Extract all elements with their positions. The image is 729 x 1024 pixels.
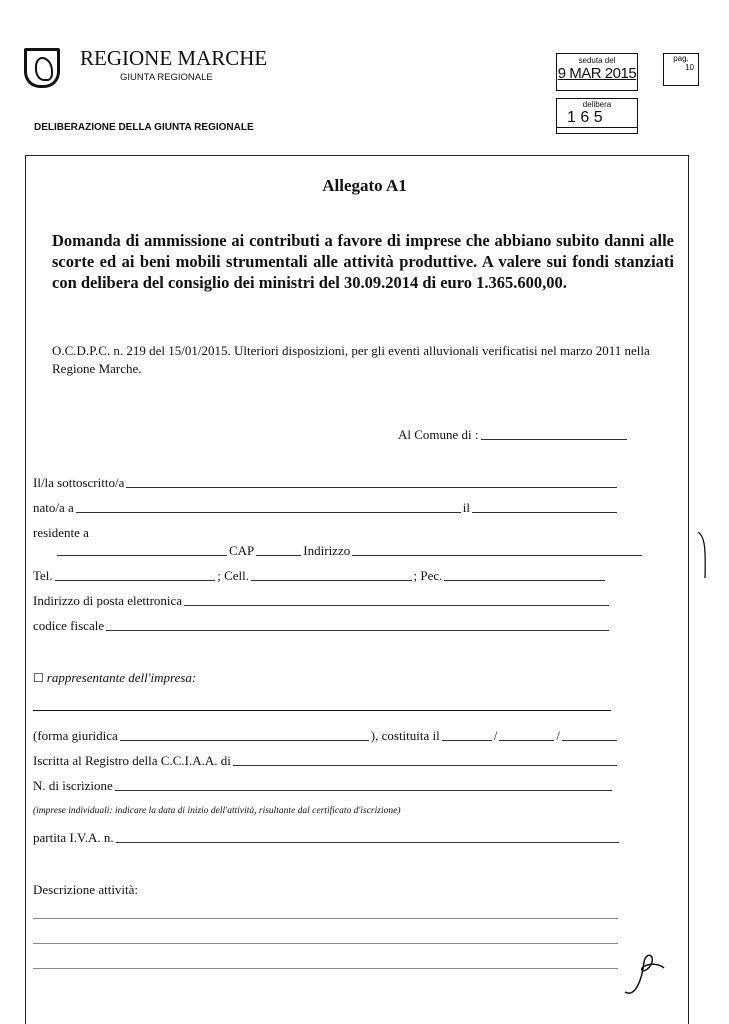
cap-label: CAP — [229, 543, 255, 558]
seduta-label: seduta del — [578, 56, 616, 65]
heading: Domanda di ammissione ai contributi a favore di imprese che abbiano subito danni alle scorte ed ai beni mobili strumentali alle attività produttive. A valere sui fondi stanziati con delibera del consiglio dei ministri del 30.09.2014 di euro 1.365.600,00. — [52, 231, 674, 292]
doc-type: DELIBERAZIONE DELLA GIUNTA REGIONALE — [34, 122, 254, 133]
codice-fiscale-field[interactable] — [33, 616, 611, 634]
forma-giuridica-field[interactable] — [33, 726, 619, 744]
descrizione-line-1[interactable] — [33, 918, 618, 919]
pec-label: ; Pec. — [413, 568, 443, 583]
subheading: O.C.D.P.C. n. 219 del 15/01/2015. Ulteriori disposizioni, per gli eventi alluvionali verificatisi nel marzo 2011 nella Regione Marche. — [52, 343, 650, 376]
tel-label: Tel. — [33, 568, 53, 583]
piva-field[interactable] — [33, 828, 621, 846]
signature-initials-icon — [620, 950, 670, 1000]
email-field[interactable] — [33, 591, 611, 609]
slash-2: / — [556, 728, 560, 743]
seduta-value: 9 MAR 2015 — [557, 65, 637, 82]
regione-marche-logo-icon — [24, 48, 60, 88]
delibera-label: delibera — [582, 100, 612, 109]
delibera-box — [556, 98, 638, 134]
comune-field[interactable] — [398, 425, 629, 443]
indirizzo-label: Indirizzo — [303, 543, 351, 558]
iscrizione-label: N. di iscrizione — [33, 778, 113, 793]
descrizione-line-2[interactable] — [33, 943, 618, 944]
pag-box — [663, 53, 699, 86]
piva-label: partita I.V.A. n. — [33, 830, 114, 845]
seduta-box — [556, 53, 638, 91]
slash-1: / — [493, 728, 498, 743]
cf-label: codice fiscale — [33, 618, 105, 633]
contatti-field[interactable] — [33, 566, 607, 584]
descrizione-label-row — [33, 880, 619, 898]
residente-label-row — [33, 523, 619, 541]
delibera-value: 1 6 5 — [557, 109, 637, 128]
ccia-label: Iscritta al Registro della C.C.I.A.A. di — [33, 753, 231, 768]
sottoscritto-field[interactable] — [33, 473, 619, 491]
residente-label: residente a — [33, 525, 89, 540]
comune-label: Al Comune di : — [398, 427, 479, 442]
il-label: il — [462, 500, 470, 515]
residenza-field[interactable] — [55, 541, 644, 559]
org-sub: GIUNTA REGIONALE — [120, 72, 213, 83]
rappresentante-label: rappresentante dell'impresa: — [46, 670, 197, 685]
cell-label: ; Cell. — [217, 568, 249, 583]
pag-label: pag. — [673, 54, 689, 63]
nato-label: nato/a a — [33, 500, 74, 515]
descrizione-line-3[interactable] — [33, 968, 618, 969]
descrizione-label: Descrizione attività: — [33, 882, 139, 897]
note: (imprese individuali: indicare la data di inizio dell'attività, risultante dal certificato d'iscrizione) — [33, 806, 401, 816]
pag-value: 10 — [685, 63, 694, 72]
ccia-field[interactable] — [33, 751, 619, 769]
forma-label: (forma giuridica — [33, 728, 118, 743]
email-label: Indirizzo di posta elettronica — [33, 593, 183, 608]
costituita-label: ), costituita il — [370, 728, 440, 743]
rappresentante-checkbox-row[interactable] — [33, 668, 619, 686]
title: Allegato A1 — [322, 176, 407, 195]
margin-mark-icon — [696, 530, 710, 580]
sottoscritto-label: Il/la sottoscritto/a — [33, 475, 125, 490]
org-name: REGIONE MARCHE — [80, 46, 268, 70]
checkbox-icon[interactable]: ☐ — [33, 671, 47, 685]
impresa-name-line[interactable] — [33, 710, 611, 711]
iscrizione-field[interactable] — [33, 776, 614, 794]
nato-field[interactable] — [33, 498, 619, 516]
